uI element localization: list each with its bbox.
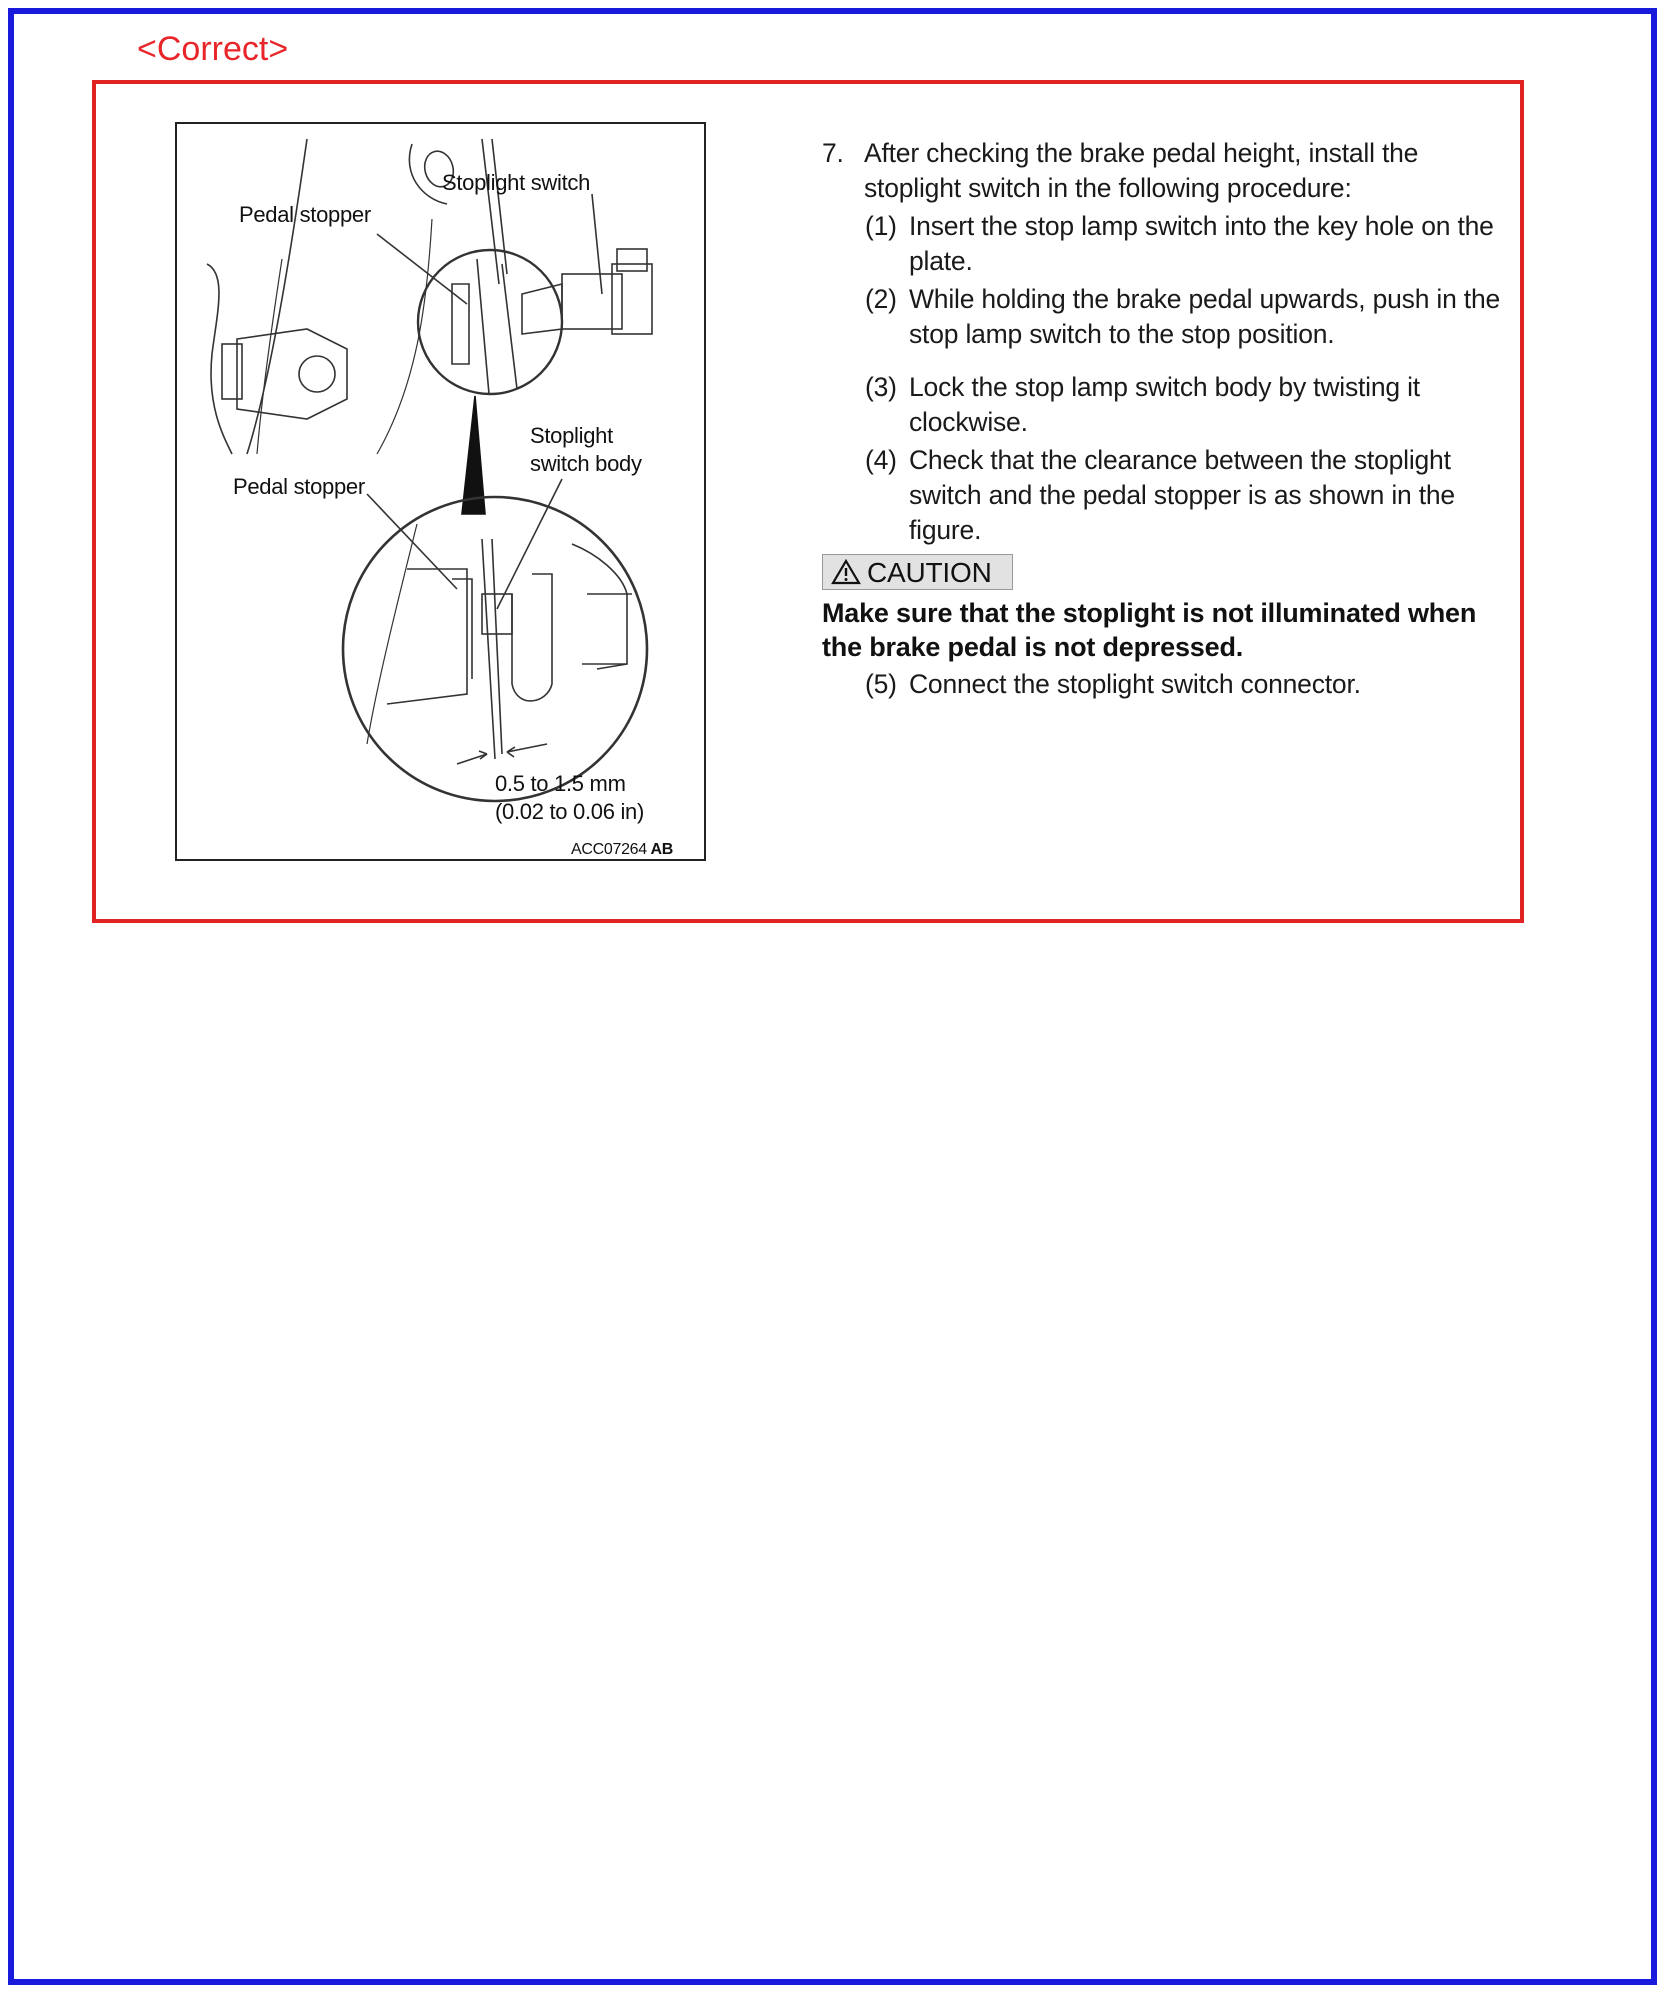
substep-text: Connect the stoplight switch connector.: [909, 669, 1361, 699]
substep-2: [822, 282, 1502, 352]
label-stoplight-switch: Stoplight switch: [442, 170, 591, 195]
substep-1: [822, 209, 1502, 279]
substep-text: Lock the stop lamp switch body by twisting it clockwise.: [909, 372, 1420, 437]
label-pedal-stopper-top: Pedal stopper: [239, 202, 371, 227]
label-switch-body-2: switch body: [530, 451, 642, 476]
procedure-text: [822, 136, 1502, 702]
substep-text: While holding the brake pedal upwards, push in the stop lamp switch to the stop position.: [909, 284, 1501, 349]
label-clearance-in: (0.02 to 0.06 in): [495, 799, 644, 824]
substep-number: (3): [865, 372, 897, 402]
substep-number: (5): [865, 669, 897, 699]
caution-text: Make sure that the stoplight is not illuminated when the brake pedal is not depressed.: [822, 598, 1477, 662]
substep-number: (2): [865, 284, 897, 314]
figure-code-prefix: ACC07264: [571, 841, 647, 858]
label-clearance-mm: 0.5 to 1.5 mm: [495, 771, 626, 796]
substep-text: Check that the clearance between the stoplight switch and the pedal stopper is as shown in the figure.: [909, 445, 1455, 545]
caution-label: CAUTION: [867, 556, 992, 588]
step-text: After checking the brake pedal height, install the stoplight switch in the following procedure:: [864, 138, 1419, 203]
figure-code: [571, 836, 673, 861]
step-7: [822, 136, 1502, 206]
substep-text: Insert the stop lamp switch into the key hole on the plate.: [909, 211, 1494, 276]
substep-4: [822, 443, 1502, 548]
substep-3: [822, 370, 1502, 440]
caution-badge: [822, 554, 1013, 590]
substep-number: (4): [865, 445, 897, 475]
step-number: 7.: [822, 138, 844, 168]
substep-number: (1): [865, 211, 897, 241]
label-switch-body-1: Stoplight: [530, 423, 613, 448]
stoplight-switch-figure: [175, 122, 706, 861]
substep-5: [822, 667, 1502, 702]
label-pedal-stopper-bottom: Pedal stopper: [233, 474, 365, 499]
correct-label: <Correct>: [137, 30, 289, 68]
warning-triangle-icon: [831, 559, 861, 585]
figure-code-suffix: AB: [650, 841, 673, 858]
